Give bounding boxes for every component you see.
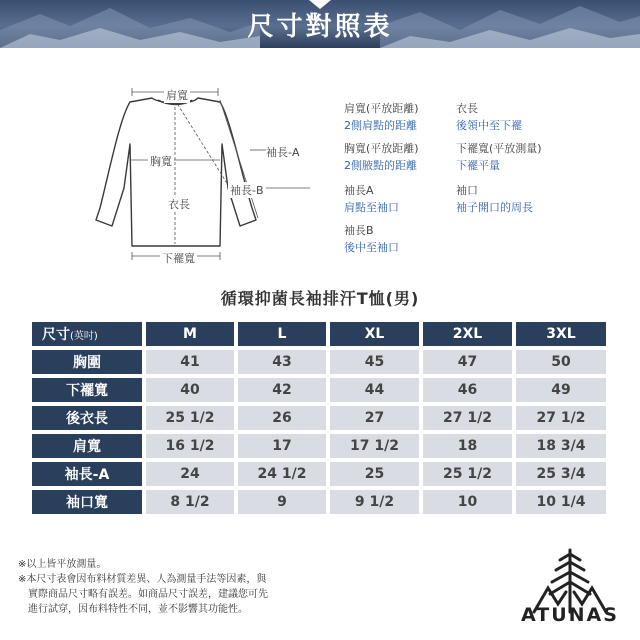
page-title: 尺寸對照表 xyxy=(247,12,393,42)
table-cell: 46 xyxy=(423,378,512,402)
legend-shoulder xyxy=(344,100,419,134)
size-header: M xyxy=(146,322,234,346)
table-cell: 44 xyxy=(330,378,419,402)
table-cell: 25 1/2 xyxy=(146,406,234,430)
row-label: 後衣長 xyxy=(32,406,142,430)
table-cell: 47 xyxy=(423,350,512,374)
row-label: 胸圍 xyxy=(32,350,142,374)
legend-chest xyxy=(344,140,419,174)
legend-desc: 2側肩點的距離 xyxy=(344,119,417,132)
footnote-line: 進行試穿，因布料特性不同，並不影響其功能性。 xyxy=(18,604,248,615)
size-header: XL xyxy=(330,322,419,346)
table-cell: 27 1/2 xyxy=(516,406,606,430)
banner-notch xyxy=(309,0,331,9)
legend-desc: 袖子開口的周長 xyxy=(456,201,533,214)
table-cell: 8 1/2 xyxy=(146,490,234,514)
table-cell: 17 1/2 xyxy=(330,434,419,458)
table-row xyxy=(32,490,606,514)
legend-cuff xyxy=(456,182,533,216)
legend-term: 胸寬(平放距離) xyxy=(344,142,419,155)
legend-term: 衣長 xyxy=(456,102,478,115)
legend-desc: 肩點至袖口 xyxy=(344,201,399,214)
table-cell: 24 xyxy=(146,462,234,486)
label-chest: 胸寬 xyxy=(150,155,172,168)
table-cell: 25 xyxy=(330,462,419,486)
table-cell: 26 xyxy=(238,406,326,430)
row-label: 袖口寬 xyxy=(32,490,142,514)
table-row xyxy=(32,462,606,486)
legend-desc: 後中至袖口 xyxy=(344,241,399,254)
brand-logo-text: ATUNAS xyxy=(521,604,619,626)
footnote-line: ※本尺寸表會因布料材質差異、人為測量手法等因素，與 xyxy=(18,574,267,585)
table-cell: 16 1/2 xyxy=(146,434,234,458)
legend-desc: 下襬平量 xyxy=(456,159,500,172)
table-header-row xyxy=(32,322,606,346)
table-cell: 10 xyxy=(423,490,512,514)
label-length: 衣長 xyxy=(168,198,190,211)
table-row xyxy=(32,406,606,430)
size-header: 3XL xyxy=(516,322,606,346)
table-row xyxy=(32,434,606,458)
table-cell: 10 1/4 xyxy=(516,490,606,514)
corner-label: 尺寸 xyxy=(42,327,70,343)
long-sleeve-shirt-outline xyxy=(80,78,340,278)
table-row xyxy=(32,350,606,374)
legend-term: 肩寬(平放距離) xyxy=(344,102,419,115)
size-table xyxy=(28,318,610,518)
size-header: 2XL xyxy=(423,322,512,346)
table-cell: 9 1/2 xyxy=(330,490,419,514)
table-cell: 41 xyxy=(146,350,234,374)
product-title: 循環抑菌長袖排汗T恤(男) xyxy=(220,289,420,308)
corner-unit: (英吋) xyxy=(70,331,98,342)
row-label: 袖長-A xyxy=(32,462,142,486)
table-row xyxy=(32,378,606,402)
legend-hem xyxy=(456,140,542,174)
table-cell: 27 xyxy=(330,406,419,430)
legend-desc: 後領中至下襬 xyxy=(456,119,522,132)
legend-term: 袖口 xyxy=(456,184,478,197)
legend-length xyxy=(456,100,522,134)
table-cell: 40 xyxy=(146,378,234,402)
label-sleeve-b: 袖長-B xyxy=(230,184,264,197)
table-cell: 25 1/2 xyxy=(423,462,512,486)
footnote-line: ※以上皆平放測量。 xyxy=(18,559,107,570)
legend-term: 袖長A xyxy=(344,184,374,197)
legend-term: 袖長B xyxy=(344,224,374,237)
table-cell: 25 3/4 xyxy=(516,462,606,486)
footnote-line: 實際商品尺寸略有誤差。如商品尺寸誤差，建議您可先 xyxy=(18,589,268,600)
table-corner-cell xyxy=(32,322,142,346)
table-cell: 49 xyxy=(516,378,606,402)
table-cell: 18 3/4 xyxy=(516,434,606,458)
label-sleeve-a: 袖長-A xyxy=(266,146,300,159)
legend-desc: 2側腋點的距離 xyxy=(344,159,417,172)
table-cell: 9 xyxy=(238,490,326,514)
size-header: L xyxy=(238,322,326,346)
table-cell: 42 xyxy=(238,378,326,402)
footnotes xyxy=(18,557,318,617)
row-label: 肩寬 xyxy=(32,434,142,458)
table-cell: 43 xyxy=(238,350,326,374)
table-cell: 17 xyxy=(238,434,326,458)
table-cell: 45 xyxy=(330,350,419,374)
table-cell: 24 1/2 xyxy=(238,462,326,486)
row-label: 下襬寬 xyxy=(32,378,142,402)
label-hem: 下襬寬 xyxy=(162,252,195,265)
garment-diagram xyxy=(80,78,340,278)
legend-sleeve-b xyxy=(344,222,399,256)
header-banner xyxy=(0,0,640,48)
legend-term: 下襬寬(平放測量) xyxy=(456,142,542,155)
table-cell: 50 xyxy=(516,350,606,374)
label-shoulder: 肩寬 xyxy=(166,89,188,102)
legend-sleeve-a xyxy=(344,182,399,216)
table-cell: 27 1/2 xyxy=(423,406,512,430)
table-cell: 18 xyxy=(423,434,512,458)
